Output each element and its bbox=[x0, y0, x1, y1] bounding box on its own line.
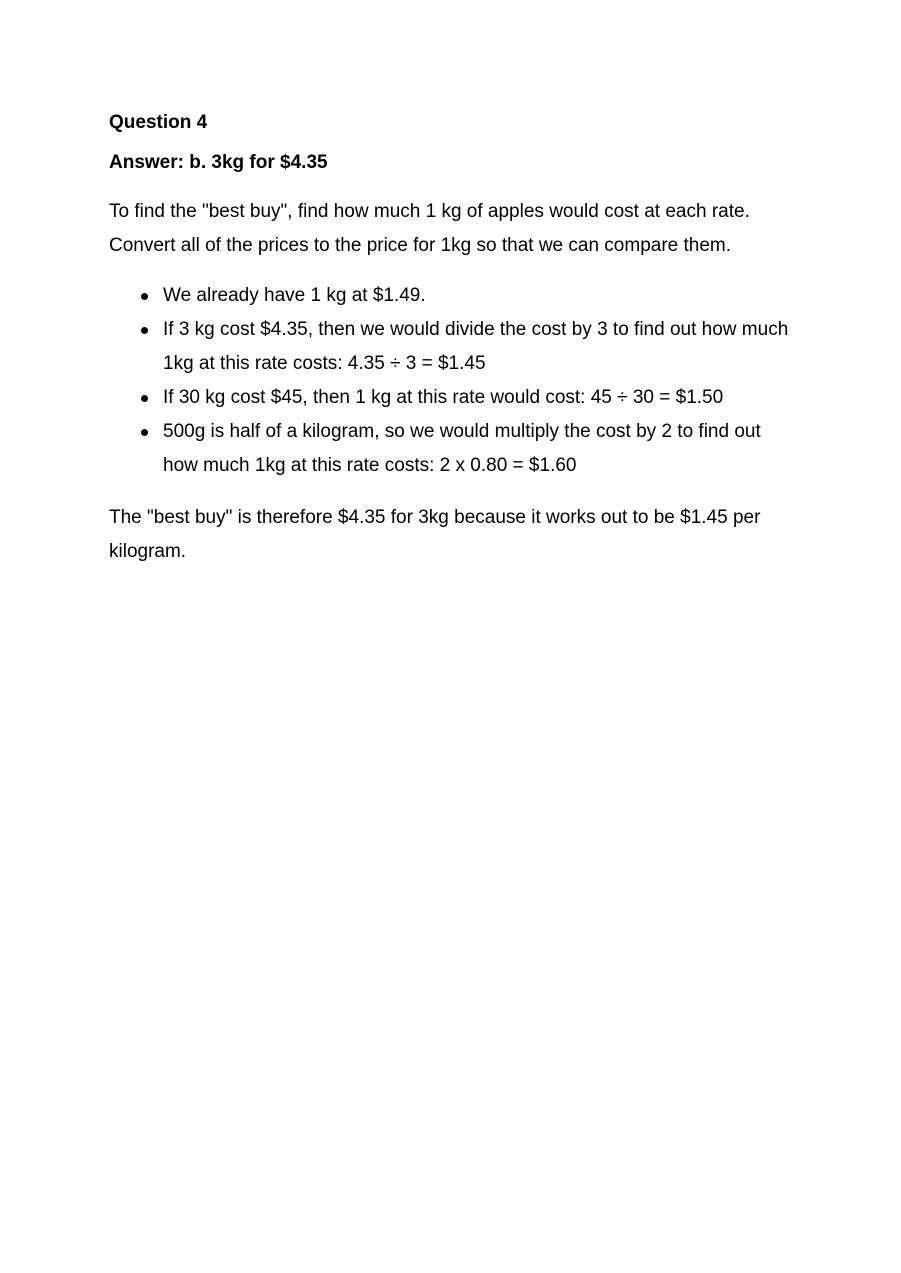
intro-paragraph: To find the "best buy", find how much 1 kg of apples would cost at each rate. Convert all of the prices to the price for 1kg so that we can compare them. bbox=[109, 201, 750, 256]
list-item bbox=[109, 279, 799, 313]
list-item bbox=[109, 313, 799, 381]
conclusion-paragraph: The "best buy" is therefore $4.35 for 3kg because it works out to be $1.45 per kilogram. bbox=[109, 507, 761, 562]
bullet-icon bbox=[141, 293, 148, 300]
document-content bbox=[109, 109, 799, 569]
answer-line: Answer: b. 3kg for $4.35 bbox=[109, 152, 328, 173]
bullet-list bbox=[109, 279, 799, 483]
list-item bbox=[109, 415, 799, 483]
list-item-text: If 3 kg cost $4.35, then we would divide the cost by 3 to find out how much 1kg at this rate costs: 4.35 ÷ 3 = $1.45 bbox=[163, 319, 789, 374]
bullet-icon bbox=[141, 395, 148, 402]
list-item bbox=[109, 381, 799, 415]
list-item-text: We already have 1 kg at $1.49. bbox=[163, 285, 426, 306]
bullet-icon bbox=[141, 327, 148, 334]
list-item-text: If 30 kg cost $45, then 1 kg at this rate would cost: 45 ÷ 30 = $1.50 bbox=[163, 387, 724, 408]
bullet-icon bbox=[141, 429, 148, 436]
question-title: Question 4 bbox=[109, 112, 208, 133]
list-item-text: 500g is half of a kilogram, so we would multiply the cost by 2 to find out how much 1kg at this rate costs: 2 x 0.80 = $1.60 bbox=[163, 421, 761, 476]
